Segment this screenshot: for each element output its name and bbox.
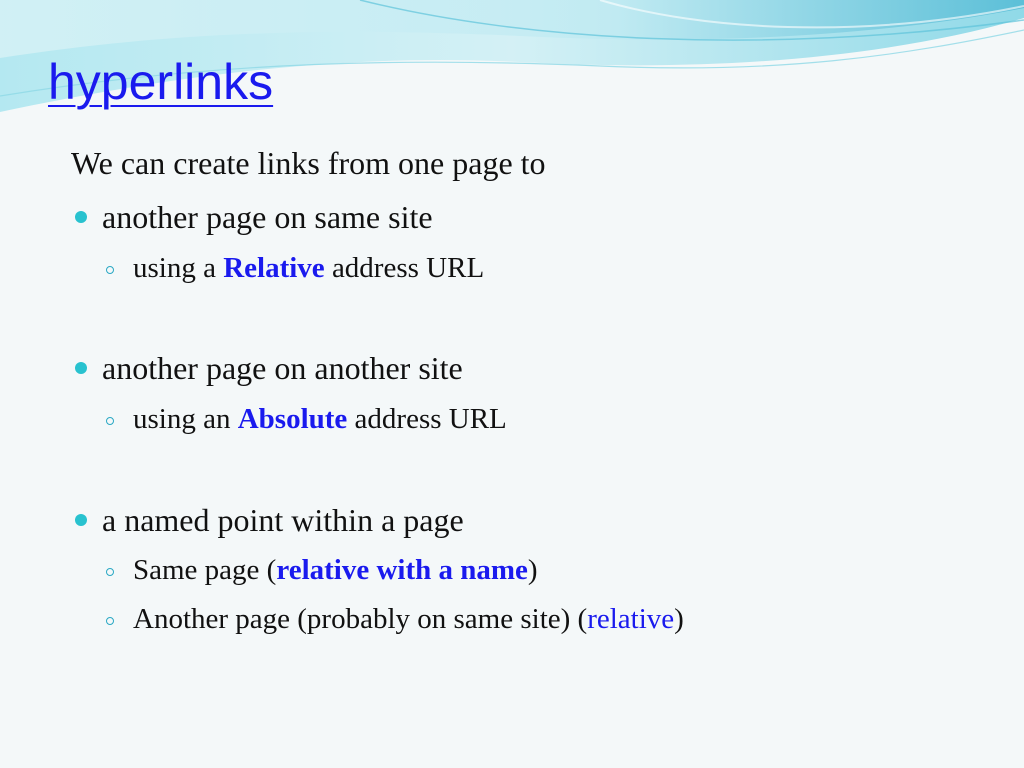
sub-item-text: address URL <box>324 252 485 284</box>
bullet-item-1: another page on same site <box>102 199 433 235</box>
bullet-dot-icon <box>75 211 87 223</box>
bullet-dot-icon <box>75 514 87 526</box>
intro-text: We can create links from one page to <box>71 145 546 181</box>
relative-keyword: Relative <box>223 252 325 284</box>
sub-bullet-ring-icon <box>106 617 114 625</box>
sub-item-text: Same page ( <box>133 554 277 586</box>
sub-item-text: address URL <box>347 403 507 435</box>
sub-bullet-ring-icon <box>106 266 114 274</box>
absolute-keyword: Absolute <box>237 403 348 435</box>
sub-item-text: ) <box>674 603 684 635</box>
sub-item-text: ) <box>527 554 538 586</box>
sub-item-2-1 <box>133 401 507 437</box>
sub-item-text: using a <box>133 252 224 284</box>
sub-bullet-ring-icon <box>106 568 114 576</box>
slide-title-link[interactable]: hyperlinks <box>48 54 274 110</box>
bullet-item-2: another page on another site <box>102 350 463 386</box>
sub-item-3-2 <box>133 601 684 637</box>
sub-item-3-1 <box>133 552 538 588</box>
relative-keyword: relative <box>587 603 675 635</box>
bullet-dot-icon <box>75 362 87 374</box>
sub-item-text: Another page (probably on same site) ( <box>133 603 588 635</box>
bullet-item-3: a named point within a page <box>102 502 464 538</box>
sub-item-1-1 <box>133 250 484 286</box>
sub-item-text: using an <box>133 403 238 435</box>
sub-bullet-ring-icon <box>106 417 114 425</box>
relative-with-name-keyword: relative with a name <box>276 554 528 586</box>
